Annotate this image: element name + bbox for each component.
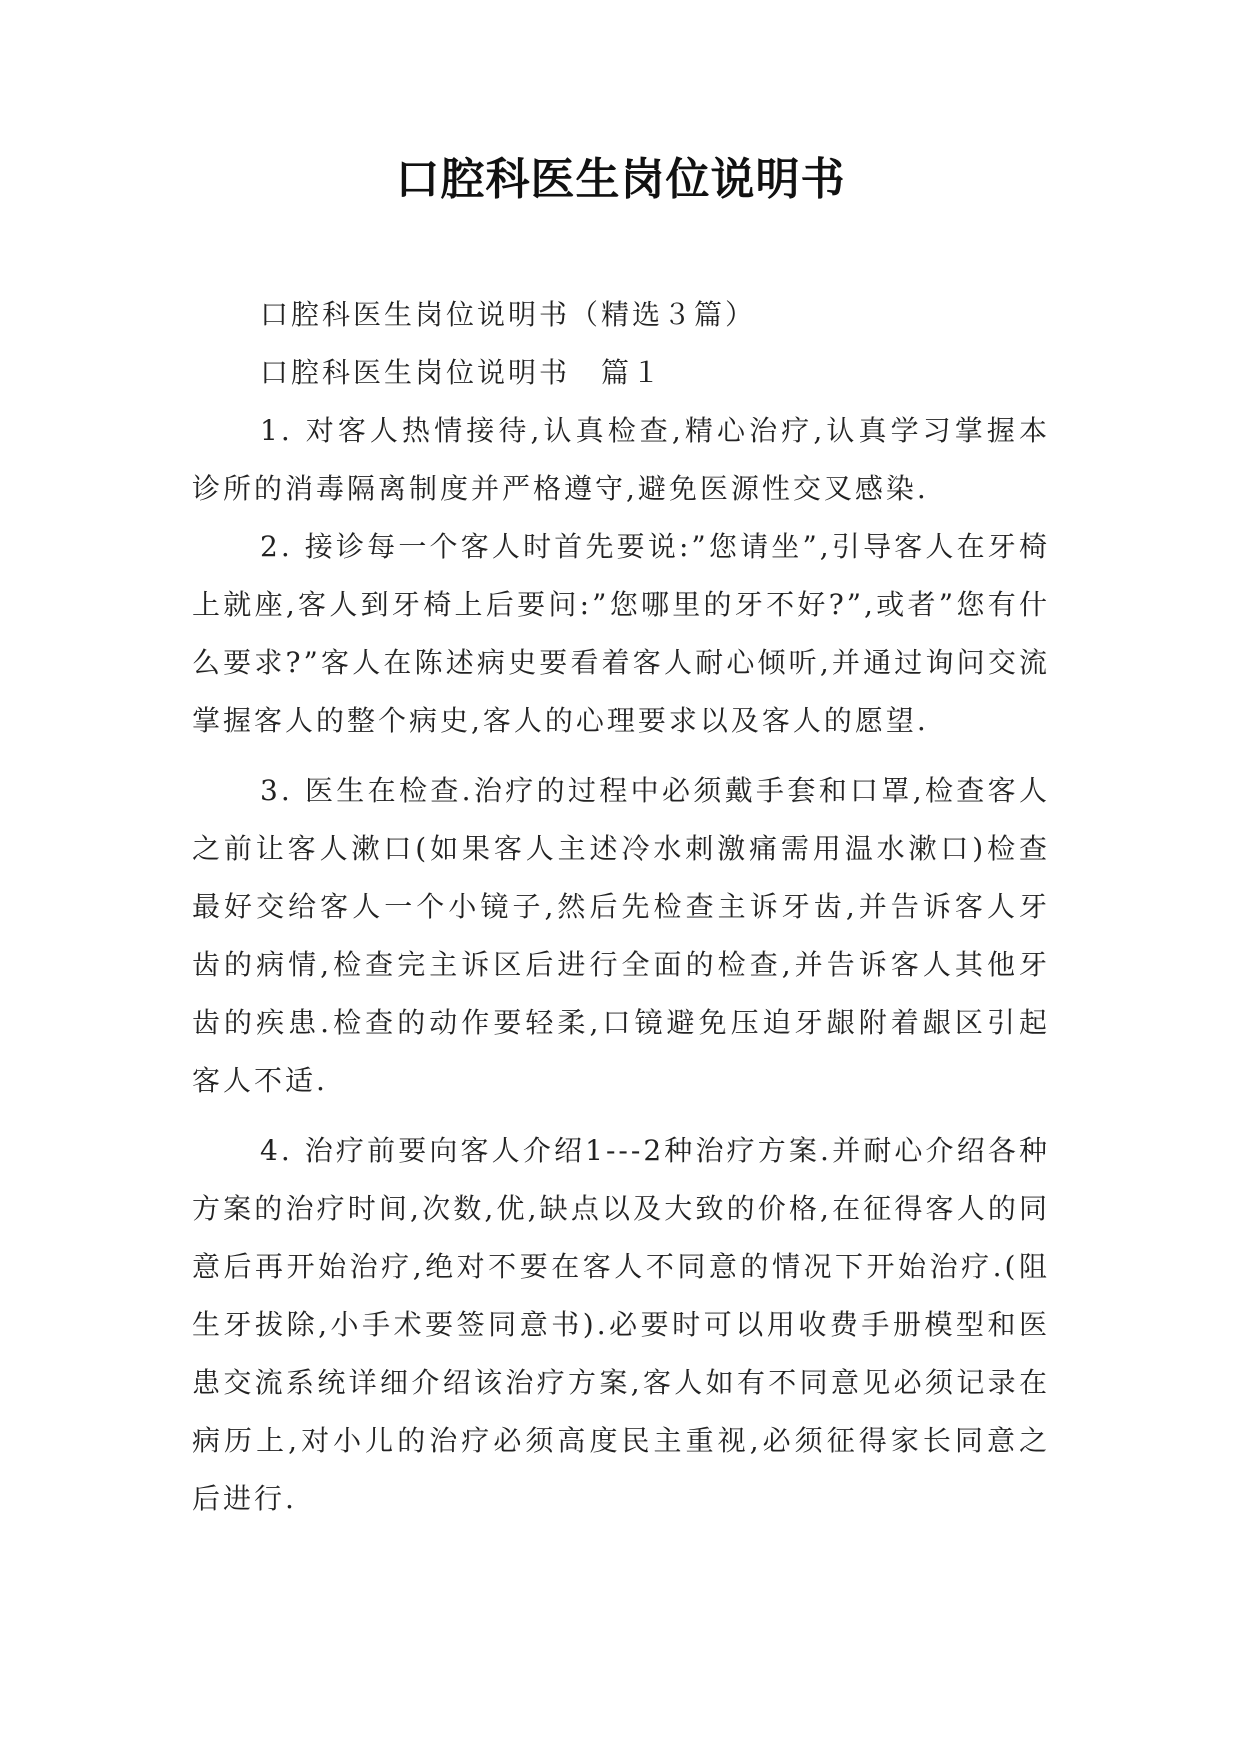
- document-subtitle: 口腔科医生岗位说明书（精选３篇）: [260, 298, 757, 331]
- document-body: [192, 286, 1050, 1528]
- paragraph-1: 1. 对客人热情接待,认真检查,精心治疗,认真学习掌握本诊所的消毒隔离制度并严格遵守,避免医源性交叉感染.: [192, 414, 1050, 505]
- section-heading: 口腔科医生岗位说明书 篇１: [260, 356, 664, 389]
- paragraph-3: 3. 医生在检查.治疗的过程中必须戴手套和口罩,检查客人之前让客人漱口(如果客人主述冷水刺激痛需用温水漱口)检查最好交给客人一个小镜子,然后先检查主诉牙齿,并告诉客人牙齿的病情,检查完主诉区后进行全面的检查,并告诉客人其他牙齿的疾患.检查的动作要轻柔,口镜避免压迫牙龈附着龈区引起客人不适.: [192, 774, 1050, 1097]
- document-title: 口腔科医生岗位说明书: [395, 154, 846, 205]
- paragraph-2: 2. 接诊每一个客人时首先要说:”您请坐”,引导客人在牙椅上就座,客人到牙椅上后要问:”您哪里的牙不好?”,或者”您有什么要求?”客人在陈述病史要看着客人耐心倾听,并通过询问交流掌握客人的整个病史,客人的心理要求以及客人的愿望.: [192, 530, 1050, 737]
- paragraph-4: 4. 治疗前要向客人介绍1---2种治疗方案.并耐心介绍各种方案的治疗时间,次数,优,缺点以及大致的价格,在征得客人的同意后再开始治疗,绝对不要在客人不同意的情况下开始治疗.(阻生牙拔除,小手术要签同意书).必要时可以用收费手册模型和医患交流系统详细介绍该治疗方案,客人如有不同意见必须记录在病历上,对小儿的治疗必须高度民主重视,必须征得家长同意之后进行.: [192, 1134, 1050, 1515]
